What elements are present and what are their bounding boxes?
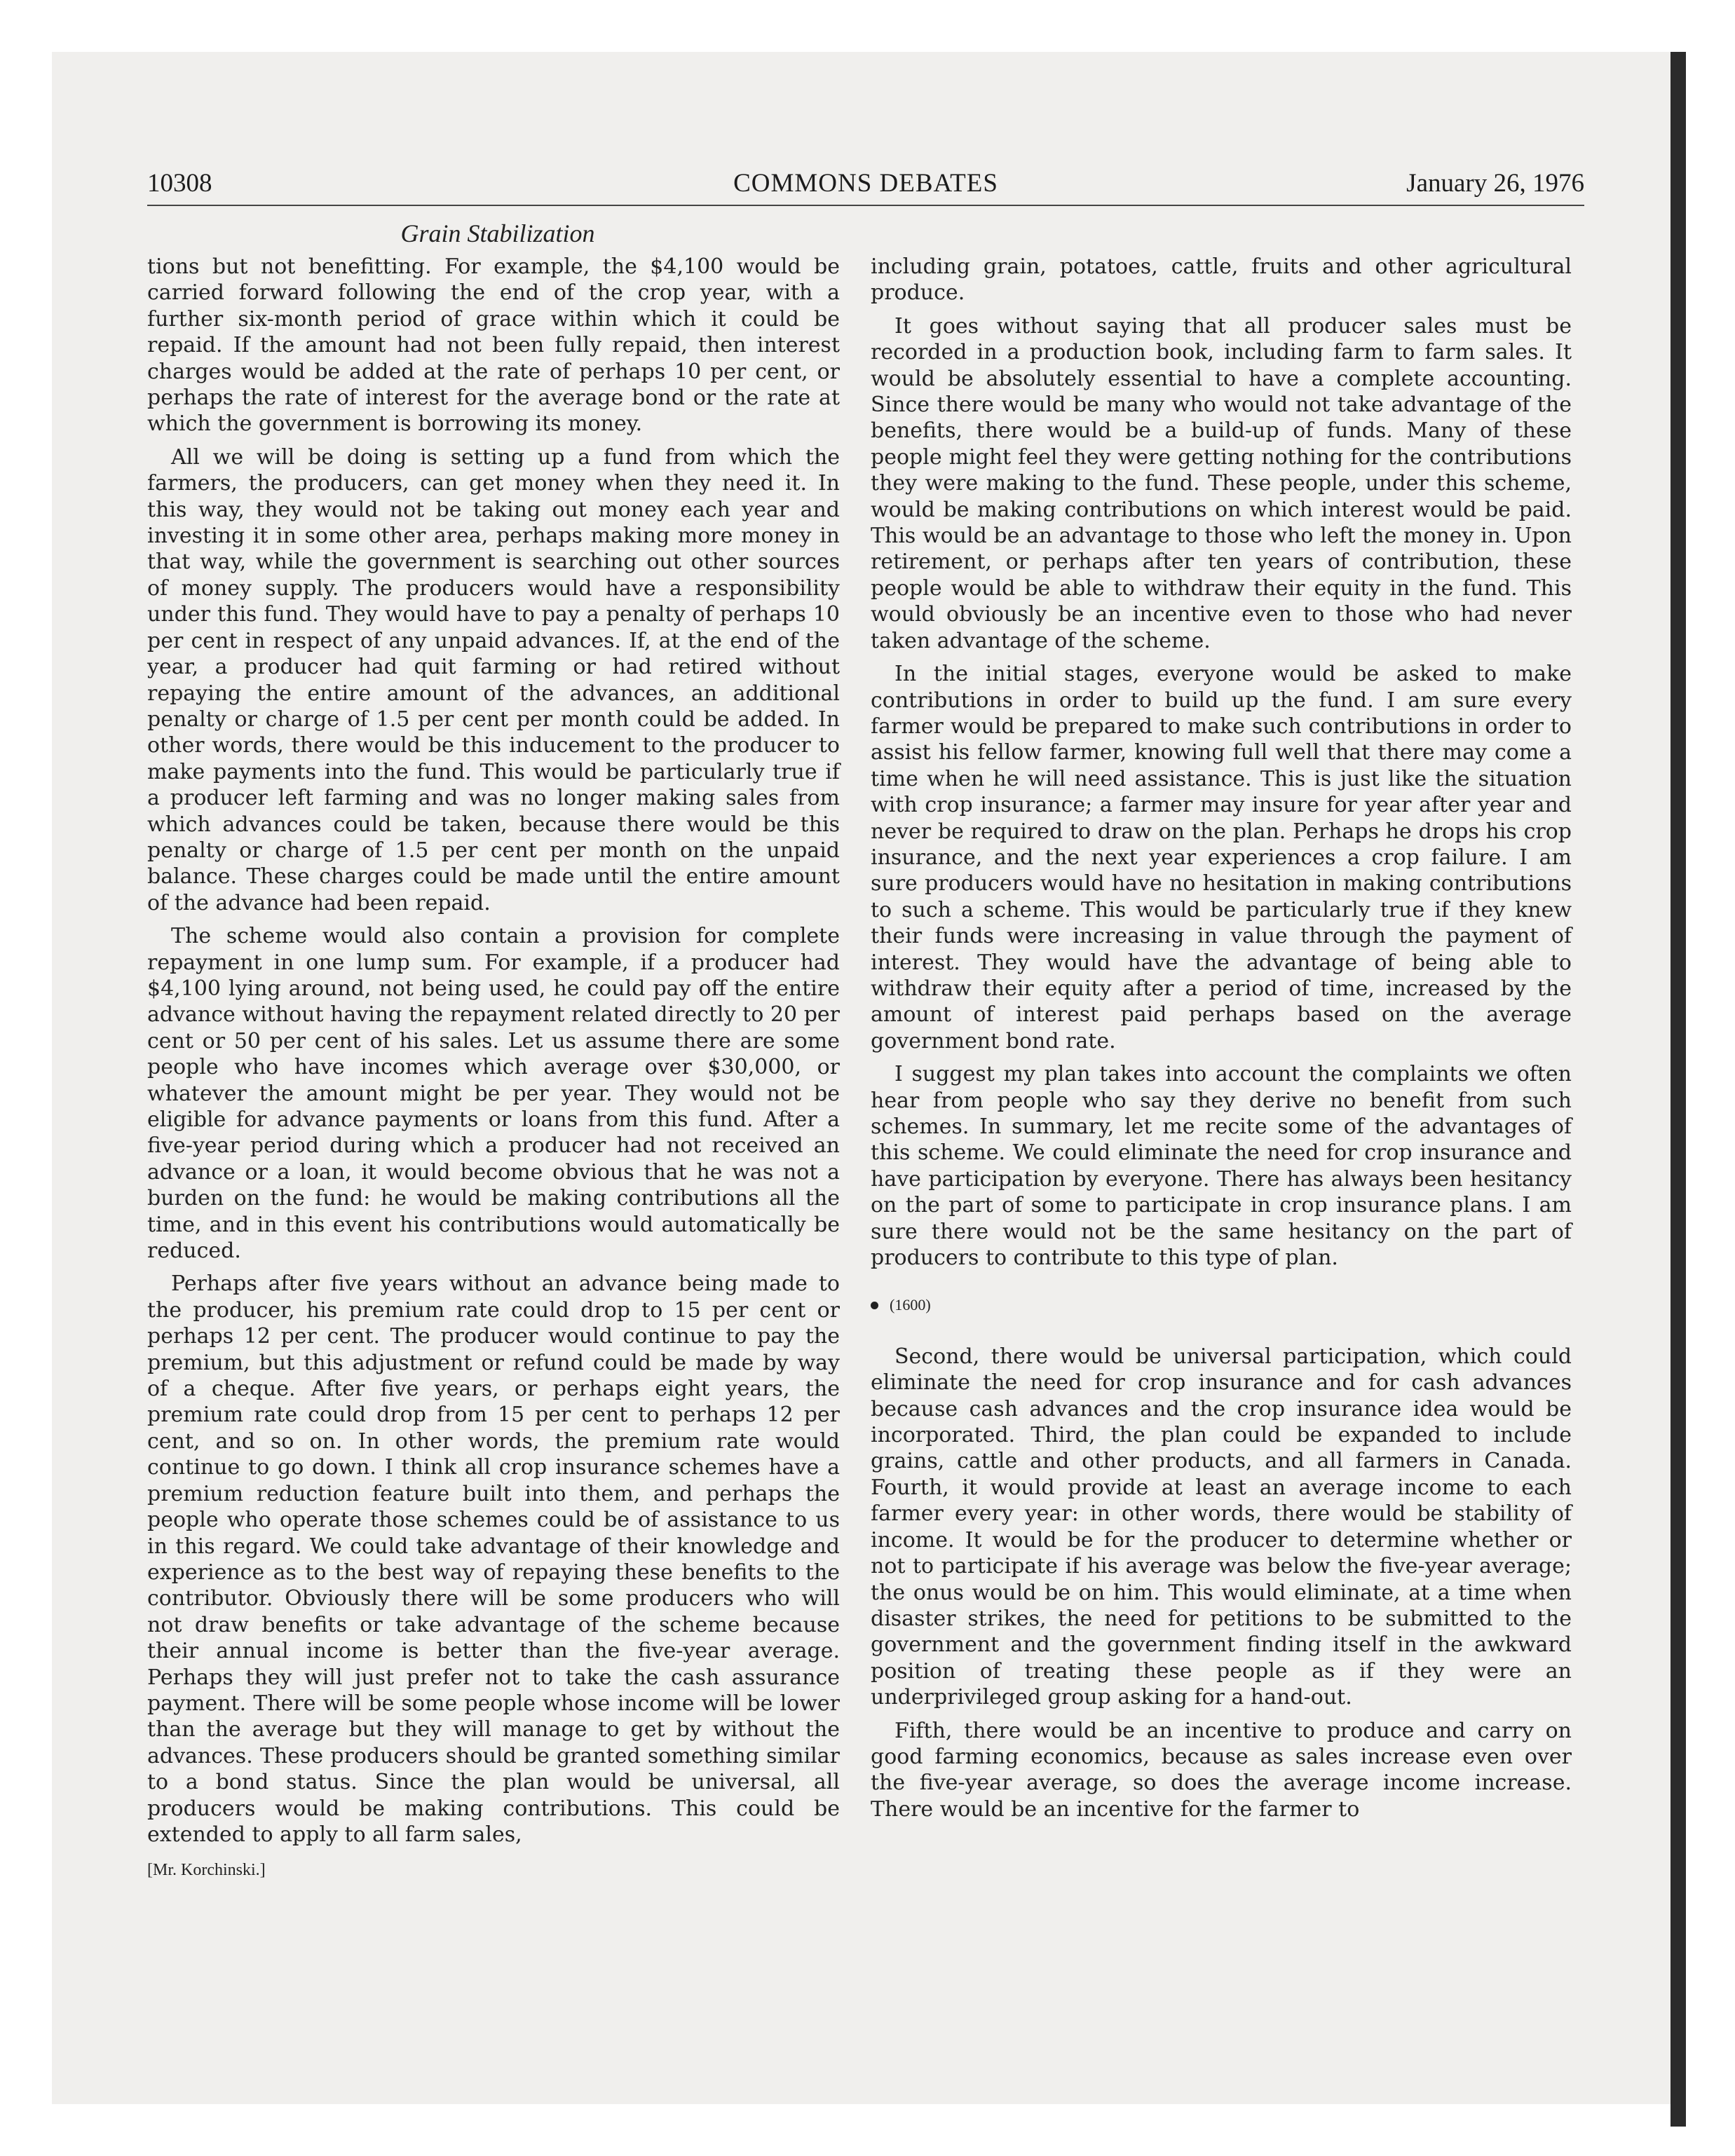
right-column [871, 254, 1572, 1829]
paragraph: In the initial stages, everyone would be asked to make contributions in order to build up the fund. I am sure every farmer would be prepared to make such contributions in order to assist his fellow farmer, knowing full well that there may come a time when he will need assistance. This is just like the situation with crop insurance; a farmer may insure for year after year and never be required to draw on the plan. Perhaps he drops his crop insurance, and the next year experiences a crop failure. I am sure producers would have no hesitation in making contributions to such a scheme. This would be particularly true if they knew their funds were increasing in value through the payment of interest. They would have the advantage of being able to withdraw their equity after a period of time, increased by the amount of interest paid perhaps based on the average government bond rate. [871, 662, 1572, 1053]
paragraph: Fifth, there would be an incentive to produce and carry on good farming economics, because as sales increase even over the five-year average, so does the average income increase. There would be an incentive for the farmer to [871, 1718, 1572, 1822]
header-rule [147, 205, 1584, 206]
page-header [147, 168, 1584, 203]
publication-title: COMMONS DEBATES [733, 169, 998, 198]
paragraph: All we will be doing is setting up a fund from which the farmers, the producers, can get money when they need it. In this way, they would not be taking out money each year and investing it in some other area, perhaps making more money in that way, while the government is searching out other sources of money supply. The producers would have a responsibility under this fund. They would have to pay a penalty of perhaps 10 per cent in respect of any unpaid advances. If, at the end of the year, a producer had quit farming or had retired without repaying the entire amount of the advances, an additional penalty or charge of 1.5 per cent per month could be added. In other words, there would be this inducement to the producer to make payments into the fund. This would be particularly true if a producer left farming and was no longer making sales from which advances could be taken, because there would be this penalty or charge of 1.5 per cent per month on the unpaid balance. These charges could be made until the entire amount of the advance had been repaid. [147, 444, 840, 915]
paragraph: The scheme would also contain a provision for complete repayment in one lump sum. For example, if a producer had $4,100 lying around, not being used, he could pay off the entire advance without having the repayment related directly to 20 per cent or 50 per cent of his sales. Let us assume there are some people who have incomes which average over $30,000, or whatever the amount might be per year. They would not be eligible for advance payments or loans from this fund. After a five-year period during which a producer had not received an advance or a loan, it would become obvious that he was not a burden on the fund: he would be making contributions all the time, and in this event his contributions would automatically be reduced. [147, 924, 840, 1264]
paragraph: Perhaps after five years without an advance being made to the producer, his premium rate could drop to 15 per cent or perhaps 12 per cent. The producer would continue to pay the premium, but this adjustment or refund could be made by way of a cheque. After five years, or perhaps eight years, the premium rate could drop from 15 per cent to perhaps 12 per cent, and so on. In other words, the premium rate would continue to go down. I think all crop insurance schemes have a premium reduction feature built into them, and perhaps the people who operate those schemes could be of assistance to us in this regard. We could take advantage of their knowledge and experience as to the best way of repaying these benefits to the contributor. Obviously there will be some producers who will not draw benefits or take advantage of the scheme because their annual income is better than the five-year average. Perhaps they will just prefer not to take the cash assurance payment. There will be some people whose income will be lower than the average but they will manage to get by without the advances. These producers should be granted something similar to a bond status. Since the plan would be universal, all producers would be making contributions. This could be extended to apply to all farm sales, [147, 1271, 840, 1847]
paragraph: I suggest my plan takes into account the complaints we often hear from people who say they derive no benefit from such schemes. In summary, let me recite some of the advantages of this scheme. We could eliminate the need for crop insurance and have participation by everyone. There has always been hesitancy on the part of some to participate in crop insurance plans. I am sure there would not be the same hesitancy on the part of producers to contribute to this type of plan. [871, 1062, 1572, 1271]
page-number: 10308 [147, 169, 212, 198]
left-column [147, 254, 840, 1884]
paragraph: Second, there would be universal participation, which could eliminate the need for crop insurance and for cash advances because cash advances and the crop insurance idea would be incorporated. Third, the plan could be expanded to include grains, cattle and other products, and all farmers in Canada. Fourth, it would provide at least an average income to each farmer every year: in other words, there would be stability of income. It would be for the producer to determine whether or not to participate if his average was below the five-year average; the onus would be on him. This would eliminate, at a time when disaster strikes, the need for petitions to be submitted to the government and the government finding itself in the awkward position of treating these people as if they were an underprivileged group asking for a hand-out. [871, 1344, 1572, 1710]
subject-heading: Grain Stabilization [400, 219, 595, 247]
paragraph: including grain, potatoes, cattle, fruits and other agricultural produce. [871, 254, 1572, 306]
scan-edge-bar [1671, 52, 1686, 2127]
paragraph: It goes without saying that all producer sales must be recorded in a production book, including farm to farm sales. It would be absolutely essential to have a complete accounting. Since there would be many who would not take advantage of the benefits, there would be a build-up of funds. Many of these people might feel they were getting nothing for the contributions they were making to the fund. These people, under this scheme, would be making contributions on which interest would be paid. This would be an advantage to those who left the money in. Upon retirement, or perhaps after ten years of contribution, these people would be able to withdraw their equity in the fund. This would obviously be an incentive even to those who had never taken advantage of the scheme. [871, 313, 1572, 653]
time-marker [871, 1292, 1572, 1318]
paragraph: tions but not benefitting. For example, the $4,100 would be carried forward following the end of the crop year, with a further six-month period of grace within which it could be repaid. If the amount had not been fully repaid, then interest charges would be added at the rate of perhaps 10 per cent, or perhaps the rate of interest for the average bond or the rate at which the government is borrowing its money. [147, 254, 840, 437]
page-date: January 26, 1976 [1406, 169, 1584, 198]
time-marker-label: (1600) [890, 1296, 931, 1314]
bullet-icon [871, 1302, 878, 1309]
speaker-attribution: [Mr. Korchinski.] [147, 1861, 266, 1880]
